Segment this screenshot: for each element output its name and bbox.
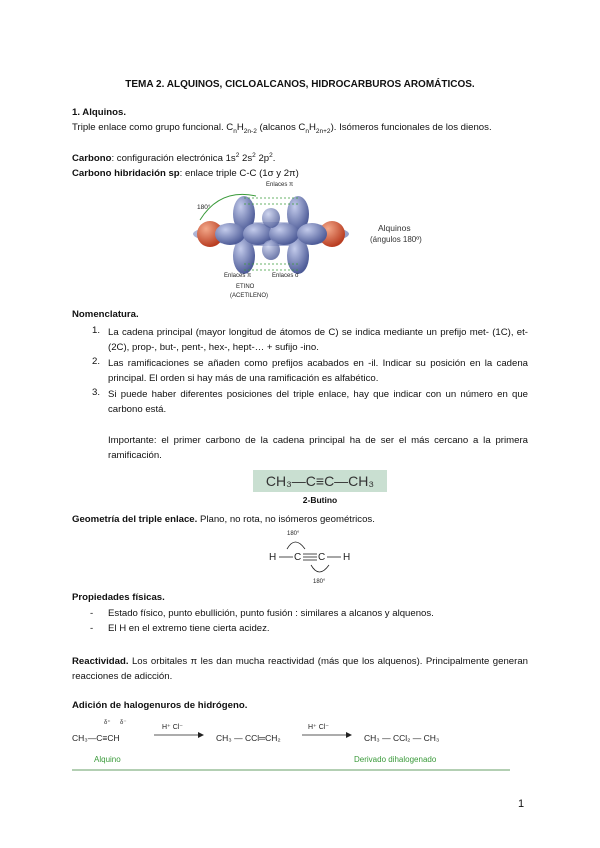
butino-name: 2-Butino [302, 495, 338, 505]
alquino-label: Alquino [94, 755, 121, 764]
nomenclatura-heading: Nomenclatura. [72, 309, 139, 320]
c-left: C [294, 552, 302, 563]
list-item: La cadena principal (mayor longitud de átomos de C) se indica mediante un prefijo met- (1C), et- (2C), prop-, but-, pent-, hex-, hept-… + sufijo -ino. [108, 327, 528, 353]
list-item: Si puede haber diferentes posiciones del triple enlace, hay que indicar con un número en que carbono está. [108, 389, 528, 415]
acetileno-label: (ACETILENO) [230, 293, 269, 299]
product-formula: CH₃ — CCl₂ — CH₃ [364, 733, 440, 743]
acetylene-orbital-figure [180, 178, 460, 303]
propiedades-heading: Propiedades físicas. [72, 592, 165, 603]
reagent-2: H⁺ Cl⁻ [308, 724, 329, 731]
adicion-heading: Adición de halogenuros de hidrógeno. [72, 700, 248, 711]
angle-top-arc [287, 542, 305, 549]
list-number: 2. [92, 356, 101, 367]
carbono-hibridacion: Carbono hibridación sp: enlace triple C-C (1σ y 2π) [72, 168, 299, 179]
section-heading-alquinos: 1. Alquinos. [72, 107, 127, 118]
derivado-label: Derivado dihalogenado [354, 755, 437, 764]
angle-bottom-arc [311, 565, 329, 572]
p-lobe [262, 240, 280, 260]
importante-note: Importante: el primer carbono de la cadena principal ha de ser el más cercano a la primera ramificación. [108, 435, 528, 461]
bullet: - [90, 608, 94, 619]
geometria-text: Geometría del triple enlace. Plano, no rota, no isómeros geométricos. [72, 514, 375, 525]
reactividad-text: Reactividad. Los orbitales π les dan mucha reactividad (más que los alquenos). Principalmente generan reacciones de adicción. [72, 656, 528, 682]
alquinos-side-label: Alquinos [378, 223, 411, 233]
alquinos-intro: Triple enlace como grupo funcional. $C_nH_{2n-2}$ (alcanos $C_nH_{2n+2}$). Isómeros funcionales de los dienos. [72, 122, 492, 135]
carbono-config: Carbono: configuración electrónica $1s^2$ $2s^2$ $2p^2$. [72, 151, 276, 164]
reagent-1: H⁺ Cl⁻ [162, 724, 183, 731]
p-lobe [215, 223, 245, 245]
arrow-head-1 [198, 732, 204, 738]
enlaces-pi-top-label: Enlaces π [266, 182, 294, 188]
h-left: H [269, 552, 277, 563]
page-title: TEMA 2. ALQUINOS, CICLOALCANOS, HIDROCARBUROS AROMÁTICOS. [125, 79, 475, 90]
list-item: Estado físico, punto ebullición, punto fusión : similares a alcanos y alquenos. [108, 608, 434, 619]
angle-bottom-label: 180° [313, 579, 326, 585]
p-lobe [297, 223, 327, 245]
angle-label: 180° [197, 204, 211, 211]
bullet: - [90, 623, 94, 634]
intermediate-formula: CH₃ — CCl═CH₂ [216, 733, 281, 743]
enlaces-sigma-label: Enlaces σ [272, 273, 299, 279]
triple-bond-geometry-figure [265, 527, 360, 587]
reactant-formula: CH₃—C≡CH [72, 733, 120, 743]
enlaces-pi-bottom-label: Enlaces π [224, 273, 252, 279]
list-number: 3. [92, 387, 101, 398]
p-lobe [262, 208, 280, 228]
list-item: Las ramificaciones se añaden como prefijos acabados en -il. Indicar su posición en la cadena principal. El orden si hay más de una ramificación es alfabético. [108, 358, 528, 384]
etino-label: ETINO [236, 284, 255, 290]
halogen-addition-reaction [70, 715, 530, 777]
angle-top-label: 180° [287, 531, 300, 537]
page-number: 1 [518, 798, 525, 810]
delta-plus: δ⁺ [104, 720, 111, 726]
arrow-head-2 [346, 732, 352, 738]
butino-formula: CH₃—C≡C—CH₃ [253, 470, 387, 492]
list-item: El H en el extremo tiene cierta acidez. [108, 623, 270, 634]
h-right: H [343, 552, 351, 563]
angulos-side-label: (ángulos 180º) [370, 235, 422, 244]
c-right: C [318, 552, 326, 563]
list-number: 1. [92, 325, 101, 336]
delta-minus: δ⁻ [120, 720, 127, 726]
